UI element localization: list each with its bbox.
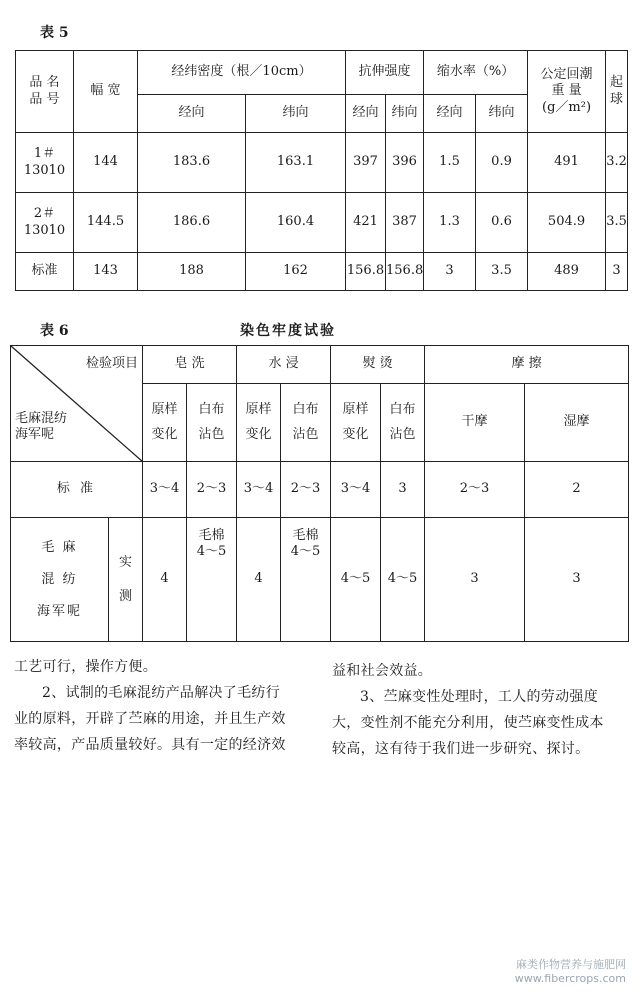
table-row (16, 133, 628, 193)
t6-cell: 4 (237, 518, 281, 642)
t5-cell: 491 (528, 133, 606, 193)
text-line: 3、苎麻变性处理时，工人的劳动强度 (360, 689, 599, 705)
t5-cell-width: 144 (74, 133, 138, 193)
t6-header-white: 白布 沾色 (187, 384, 237, 462)
t6-cell: 4 (143, 518, 187, 642)
t5-cell: 504.9 (528, 193, 606, 253)
text-line: 2、试制的毛麻混纺产品解决了毛纺行 (42, 685, 281, 701)
t5-cell-width: 143 (74, 253, 138, 291)
table6 (10, 345, 629, 642)
t6-header-white: 白布 沾色 (381, 384, 425, 462)
t6-header-rub: 摩 擦 (425, 346, 629, 384)
t5-cell: 421 (346, 193, 386, 253)
t5-cell: 3 (424, 253, 476, 291)
t5-cell: 163.1 (246, 133, 346, 193)
t5-cell: 3.2 (606, 133, 628, 193)
t5-header-width: 幅 宽 (74, 51, 138, 133)
text-right-column (332, 658, 632, 762)
t6-cell: 毛棉 4～5 (187, 518, 237, 642)
t5-header-shrink-warp: 经向 (424, 95, 476, 133)
t5-cell: 186.6 (138, 193, 246, 253)
table5-caption: 表 5 (40, 25, 69, 41)
t6-cell: 毛棉 4～5 (281, 518, 331, 642)
t5-header-density-warp: 经向 (138, 95, 246, 133)
text-left-column (14, 654, 314, 758)
t5-cell: 3.5 (606, 193, 628, 253)
t5-cell: 162 (246, 253, 346, 291)
table6-caption: 表 6 (40, 323, 69, 339)
t6-cell: 4～5 (381, 518, 425, 642)
t5-header-weight: 公定回潮 重 量 (g／m²) (528, 51, 606, 133)
t6-header-orig: 原样 变化 (143, 384, 187, 462)
t5-header-name: 品 名 品 号 (16, 51, 74, 133)
table-row (11, 518, 629, 642)
t6-cell: 3 (425, 518, 525, 642)
text-line: 益和社会效益。 (332, 663, 433, 679)
table-row (16, 193, 628, 253)
t6-header-wet: 湿摩 (525, 384, 629, 462)
table6-title: 染色牢度试验 (240, 323, 336, 339)
text-line: 工艺可行，操作方便。 (14, 659, 157, 675)
t6-header-item: 检验项目 (85, 356, 138, 371)
t6-header-orig: 原样 变化 (237, 384, 281, 462)
t6-cell: 3～4 (331, 462, 381, 518)
t5-cell: 397 (346, 133, 386, 193)
t6-header-orig: 原样 变化 (331, 384, 381, 462)
t5-cell: 3.5 (476, 253, 528, 291)
t5-header-tensile-warp: 经向 (346, 95, 386, 133)
t6-header-white: 白布 沾色 (281, 384, 331, 462)
t6-header-soap: 皂 洗 (143, 346, 237, 384)
t5-cell: 160.4 (246, 193, 346, 253)
t6-measured-name: 毛 麻 混 纺 海军呢 (11, 518, 109, 642)
t5-cell-width: 144.5 (74, 193, 138, 253)
t6-corner-cell (11, 346, 143, 462)
t5-cell-name: 标准 (16, 253, 74, 291)
t5-cell: 1.5 (424, 133, 476, 193)
text-line: 业的原料，开辟了苎麻的用途，并且生产效 (14, 711, 286, 727)
t5-header-density-weft: 纬向 (246, 95, 346, 133)
table5 (15, 50, 628, 291)
t5-cell: 1.3 (424, 193, 476, 253)
t5-cell: 489 (528, 253, 606, 291)
t5-cell-name: 1＃ 13010 (16, 133, 74, 193)
t5-cell: 3 (606, 253, 628, 291)
t6-measured-label: 实 测 (109, 518, 143, 642)
t6-cell: 2～3 (425, 462, 525, 518)
t6-cell: 3～4 (237, 462, 281, 518)
t5-header-tensile: 抗伸强度 (346, 51, 424, 95)
t5-header-shrink-weft: 纬向 (476, 95, 528, 133)
text-line: 率较高，产品质量较好。具有一定的经济效 (14, 737, 286, 753)
t5-header-pilling: 起 球 (606, 51, 628, 133)
t5-cell: 396 (386, 133, 424, 193)
t5-cell-name: 2＃ 13010 (16, 193, 74, 253)
t5-cell: 188 (138, 253, 246, 291)
text-line: 大，变性剂不能充分利用，使苎麻变性成本 (332, 715, 604, 731)
t6-standard-label: 标 准 (11, 462, 143, 518)
t5-header-density: 经纬密度（根／10cm） (138, 51, 346, 95)
t6-cell: 3～4 (143, 462, 187, 518)
t5-header-shrink: 缩水率（%） (424, 51, 528, 95)
text-line: 较高，这有待于我们进一步研究、探讨。 (332, 741, 590, 757)
t6-cell: 2～3 (281, 462, 331, 518)
t6-cell: 4～5 (331, 518, 381, 642)
t6-cell: 3 (525, 518, 629, 642)
t5-cell: 183.6 (138, 133, 246, 193)
t5-cell: 156.8 (346, 253, 386, 291)
t5-cell: 156.8 (386, 253, 424, 291)
t5-cell: 387 (386, 193, 424, 253)
t6-cell: 2～3 (187, 462, 237, 518)
watermark: 麻类作物营养与施肥网 www.fibercrops.com (514, 958, 626, 985)
t5-cell: 0.9 (476, 133, 528, 193)
t6-header-dry: 干摩 (425, 384, 525, 462)
t5-cell: 0.6 (476, 193, 528, 253)
table-row (11, 462, 629, 518)
table-row (16, 253, 628, 291)
t6-cell: 2 (525, 462, 629, 518)
t5-header-tensile-weft: 纬向 (386, 95, 424, 133)
t6-cell: 3 (381, 462, 425, 518)
t6-header-iron: 熨 烫 (331, 346, 425, 384)
t6-header-fabric: 毛麻混纺 海军呢 (15, 410, 68, 442)
t6-header-water: 水 浸 (237, 346, 331, 384)
